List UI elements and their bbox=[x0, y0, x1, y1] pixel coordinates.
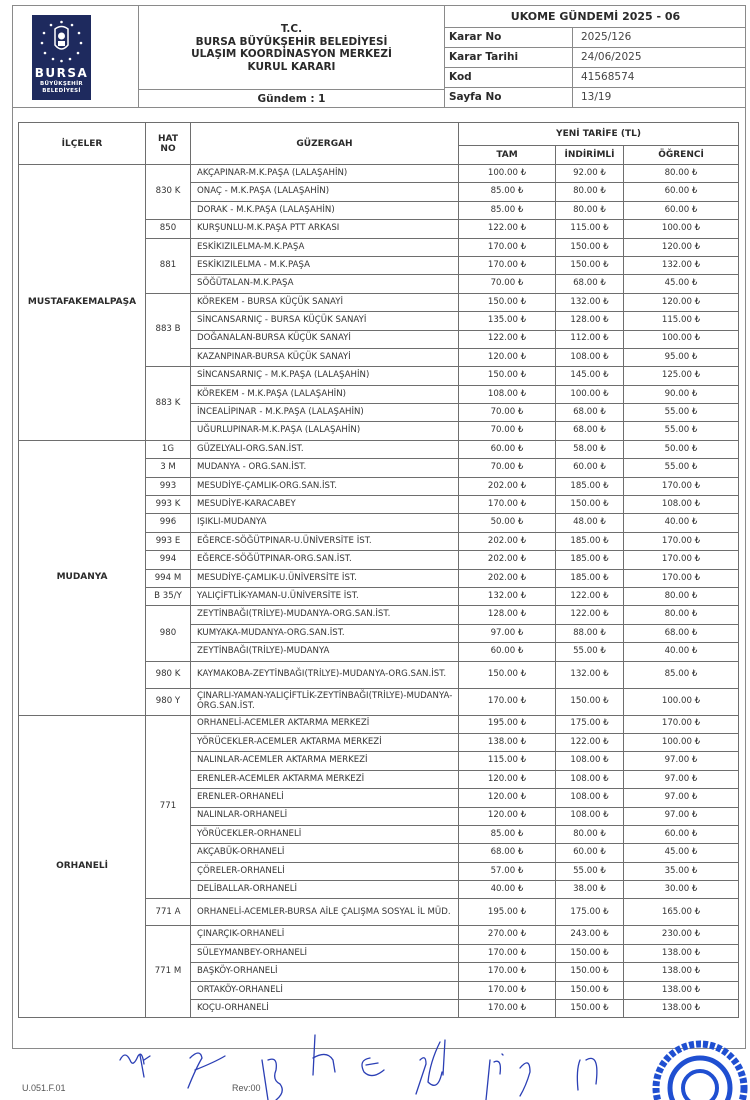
tariff-table bbox=[18, 122, 739, 1018]
fare-ogrenci-cell: 97.00 ₺ bbox=[624, 807, 739, 825]
fare-ogrenci-cell: 170.00 ₺ bbox=[624, 551, 739, 569]
line-number-cell: 850 bbox=[146, 220, 191, 238]
fare-ogrenci-cell: 132.00 ₺ bbox=[624, 256, 739, 274]
fare-indirimli-cell: 38.00 ₺ bbox=[556, 881, 624, 899]
route-cell: GÜZELYALI-ORG.SAN.İST. bbox=[191, 440, 459, 458]
fare-tam-cell: 170.00 ₺ bbox=[459, 963, 556, 981]
route-cell: ORHANELİ-ACEMLER AKTARMA MERKEZİ bbox=[191, 715, 459, 733]
route-cell: MUDANYA - ORG.SAN.İST. bbox=[191, 459, 459, 477]
header-ogrenci: ÖĞRENCİ bbox=[624, 146, 739, 165]
fare-ogrenci-cell: 100.00 ₺ bbox=[624, 733, 739, 751]
fare-ogrenci-cell: 60.00 ₺ bbox=[624, 183, 739, 201]
line-number-cell: 883 B bbox=[146, 293, 191, 367]
fare-indirimli-cell: 48.00 ₺ bbox=[556, 514, 624, 532]
fare-indirimli-cell: 55.00 ₺ bbox=[556, 862, 624, 880]
route-cell: BAŞKÖY-ORHANELİ bbox=[191, 963, 459, 981]
info-row-sayfa-no bbox=[445, 88, 746, 107]
route-cell: ERENLER-ACEMLER AKTARMA MERKEZİ bbox=[191, 770, 459, 788]
fare-ogrenci-cell: 138.00 ₺ bbox=[624, 963, 739, 981]
fare-tam-cell: 120.00 ₺ bbox=[459, 348, 556, 366]
fare-ogrenci-cell: 138.00 ₺ bbox=[624, 981, 739, 999]
header-indirimli: İNDİRİMLİ bbox=[556, 146, 624, 165]
fare-indirimli-cell: 122.00 ₺ bbox=[556, 587, 624, 605]
route-cell: MESUDİYE-KARACABEY bbox=[191, 496, 459, 514]
line-number-cell: 830 K bbox=[146, 165, 191, 220]
fare-indirimli-cell: 80.00 ₺ bbox=[556, 183, 624, 201]
fare-ogrenci-cell: 40.00 ₺ bbox=[624, 514, 739, 532]
fare-tam-cell: 135.00 ₺ bbox=[459, 312, 556, 330]
info-title: UKOME GÜNDEMİ 2025 - 06 bbox=[445, 6, 746, 28]
fare-tam-cell: 100.00 ₺ bbox=[459, 165, 556, 183]
fare-indirimli-cell: 150.00 ₺ bbox=[556, 963, 624, 981]
tariff-table-body bbox=[19, 165, 739, 1018]
fare-ogrenci-cell: 97.00 ₺ bbox=[624, 789, 739, 807]
fare-indirimli-cell: 175.00 ₺ bbox=[556, 715, 624, 733]
form-code: U.051.F.01 bbox=[22, 1083, 66, 1093]
title-cell bbox=[139, 6, 445, 107]
route-cell: SİNCANSARNIÇ - BURSA KÜÇÜK SANAYİ bbox=[191, 312, 459, 330]
agenda-label: Gündem : 1 bbox=[139, 89, 444, 108]
fare-ogrenci-cell: 55.00 ₺ bbox=[624, 422, 739, 440]
header-yeni-tarife: YENİ TARİFE (TL) bbox=[459, 123, 739, 146]
route-cell: DORAK - M.K.PAŞA (LALAŞAHİN) bbox=[191, 201, 459, 219]
route-cell: ORHANELİ-ACEMLER-BURSA AİLE ÇALIŞMA SOSYAL İL MÜD. bbox=[191, 899, 459, 926]
fare-tam-cell: 150.00 ₺ bbox=[459, 661, 556, 688]
table-row bbox=[19, 165, 739, 183]
fare-ogrenci-cell: 120.00 ₺ bbox=[624, 238, 739, 256]
document-title bbox=[139, 23, 444, 73]
fare-ogrenci-cell: 90.00 ₺ bbox=[624, 385, 739, 403]
info-label: Karar Tarihi bbox=[445, 48, 573, 67]
route-cell: NALINLAR-ORHANELİ bbox=[191, 807, 459, 825]
fare-tam-cell: 85.00 ₺ bbox=[459, 825, 556, 843]
fare-ogrenci-cell: 97.00 ₺ bbox=[624, 770, 739, 788]
fare-tam-cell: 60.00 ₺ bbox=[459, 440, 556, 458]
route-cell: ÇINARLI-YAMAN-YALIÇİFTLİK-ZEYTİNBAĞI(TRİLYE)-MUDANYA-ORG.SAN.İST. bbox=[191, 688, 459, 715]
fare-ogrenci-cell: 55.00 ₺ bbox=[624, 404, 739, 422]
fare-indirimli-cell: 132.00 ₺ bbox=[556, 293, 624, 311]
fare-ogrenci-cell: 55.00 ₺ bbox=[624, 459, 739, 477]
fare-ogrenci-cell: 40.00 ₺ bbox=[624, 643, 739, 661]
fare-tam-cell: 108.00 ₺ bbox=[459, 385, 556, 403]
fare-indirimli-cell: 108.00 ₺ bbox=[556, 807, 624, 825]
fare-tam-cell: 120.00 ₺ bbox=[459, 789, 556, 807]
fare-tam-cell: 85.00 ₺ bbox=[459, 183, 556, 201]
route-cell: MESUDİYE-ÇAMLIK-U.ÜNİVERSİTE İST. bbox=[191, 569, 459, 587]
fare-indirimli-cell: 150.00 ₺ bbox=[556, 238, 624, 256]
line-number-cell: 994 M bbox=[146, 569, 191, 587]
fare-tam-cell: 120.00 ₺ bbox=[459, 770, 556, 788]
fare-tam-cell: 202.00 ₺ bbox=[459, 477, 556, 495]
fare-ogrenci-cell: 35.00 ₺ bbox=[624, 862, 739, 880]
info-value: 24/06/2025 bbox=[581, 51, 642, 63]
title-line-tc: T.C. bbox=[280, 23, 303, 35]
fare-ogrenci-cell: 97.00 ₺ bbox=[624, 752, 739, 770]
fare-ogrenci-cell: 60.00 ₺ bbox=[624, 825, 739, 843]
logo-cell bbox=[13, 6, 139, 107]
line-number-cell: 993 E bbox=[146, 532, 191, 550]
fare-indirimli-cell: 55.00 ₺ bbox=[556, 643, 624, 661]
route-cell: ESKİKIZILELMA - M.K.PAŞA bbox=[191, 256, 459, 274]
route-cell: ÇÖRELER-ORHANELİ bbox=[191, 862, 459, 880]
fare-ogrenci-cell: 45.00 ₺ bbox=[624, 275, 739, 293]
fare-tam-cell: 170.00 ₺ bbox=[459, 256, 556, 274]
line-number-cell: 771 bbox=[146, 715, 191, 899]
fare-indirimli-cell: 108.00 ₺ bbox=[556, 770, 624, 788]
fare-indirimli-cell: 150.00 ₺ bbox=[556, 981, 624, 999]
fare-indirimli-cell: 150.00 ₺ bbox=[556, 496, 624, 514]
fare-ogrenci-cell: 95.00 ₺ bbox=[624, 348, 739, 366]
fare-tam-cell: 128.00 ₺ bbox=[459, 606, 556, 624]
fare-tam-cell: 115.00 ₺ bbox=[459, 752, 556, 770]
route-cell: KOÇU-ORHANELİ bbox=[191, 1000, 459, 1018]
route-cell: İNCEALİPINAR - M.K.PAŞA (LALAŞAHİN) bbox=[191, 404, 459, 422]
route-cell: ONAÇ - M.K.PAŞA (LALAŞAHİN) bbox=[191, 183, 459, 201]
fare-indirimli-cell: 112.00 ₺ bbox=[556, 330, 624, 348]
fare-tam-cell: 150.00 ₺ bbox=[459, 293, 556, 311]
emblem-icon bbox=[37, 19, 86, 63]
fare-indirimli-cell: 150.00 ₺ bbox=[556, 256, 624, 274]
title-line-municipality: BURSA BÜYÜKŞEHİR BELEDİYESİ bbox=[195, 35, 388, 48]
fare-tam-cell: 40.00 ₺ bbox=[459, 881, 556, 899]
fare-ogrenci-cell: 170.00 ₺ bbox=[624, 477, 739, 495]
fare-indirimli-cell: 132.00 ₺ bbox=[556, 661, 624, 688]
info-label: Sayfa No bbox=[445, 88, 573, 107]
route-cell: DOĞANALAN-BURSA KÜÇÜK SANAYİ bbox=[191, 330, 459, 348]
fare-indirimli-cell: 60.00 ₺ bbox=[556, 844, 624, 862]
line-number-cell: 993 K bbox=[146, 496, 191, 514]
route-cell: YALIÇİFTLİK-YAMAN-U.ÜNİVERSİTE İST. bbox=[191, 587, 459, 605]
line-number-cell: 980 K bbox=[146, 661, 191, 688]
fare-ogrenci-cell: 80.00 ₺ bbox=[624, 165, 739, 183]
fare-tam-cell: 97.00 ₺ bbox=[459, 624, 556, 642]
fare-tam-cell: 202.00 ₺ bbox=[459, 569, 556, 587]
title-line-decision: KURUL KARARI bbox=[247, 60, 336, 73]
fare-indirimli-cell: 185.00 ₺ bbox=[556, 551, 624, 569]
route-cell: KÖREKEM - M.K.PAŞA (LALAŞAHİN) bbox=[191, 385, 459, 403]
fare-indirimli-cell: 185.00 ₺ bbox=[556, 532, 624, 550]
line-number-cell: 883 K bbox=[146, 367, 191, 441]
fare-tam-cell: 68.00 ₺ bbox=[459, 844, 556, 862]
logo-text-sub bbox=[32, 81, 91, 95]
fare-tam-cell: 150.00 ₺ bbox=[459, 367, 556, 385]
line-number-cell: 996 bbox=[146, 514, 191, 532]
fare-tam-cell: 170.00 ₺ bbox=[459, 981, 556, 999]
route-cell: EĞERCE-SÖĞÜTPINAR-U.ÜNİVERSİTE İST. bbox=[191, 532, 459, 550]
logo-text-line3: BELEDİYESİ bbox=[42, 88, 81, 94]
fare-ogrenci-cell: 45.00 ₺ bbox=[624, 844, 739, 862]
route-cell: ESKİKIZILELMA-M.K.PAŞA bbox=[191, 238, 459, 256]
fare-tam-cell: 132.00 ₺ bbox=[459, 587, 556, 605]
fare-indirimli-cell: 150.00 ₺ bbox=[556, 688, 624, 715]
route-cell: ZEYTİNBAĞI(TRİLYE)-MUDANYA bbox=[191, 643, 459, 661]
route-cell: ÇINARÇIK-ORHANELİ bbox=[191, 926, 459, 944]
line-number-cell: 881 bbox=[146, 238, 191, 293]
route-cell: SÖĞÜTALAN-M.K.PAŞA bbox=[191, 275, 459, 293]
fare-indirimli-cell: 92.00 ₺ bbox=[556, 165, 624, 183]
route-cell: MESUDİYE-ÇAMLIK-ORG.SAN.İST. bbox=[191, 477, 459, 495]
route-cell: ZEYTİNBAĞI(TRİLYE)-MUDANYA-ORG.SAN.İST. bbox=[191, 606, 459, 624]
line-number-cell: 993 bbox=[146, 477, 191, 495]
fare-indirimli-cell: 68.00 ₺ bbox=[556, 422, 624, 440]
district-cell: MUSTAFAKEMALPAŞA bbox=[19, 165, 146, 441]
route-cell: KAZANPINAR-BURSA KÜÇÜK SANAYİ bbox=[191, 348, 459, 366]
route-cell: SİNCANSARNIÇ - M.K.PAŞA (LALAŞAHİN) bbox=[191, 367, 459, 385]
fare-indirimli-cell: 122.00 ₺ bbox=[556, 733, 624, 751]
fare-tam-cell: 170.00 ₺ bbox=[459, 496, 556, 514]
fare-indirimli-cell: 185.00 ₺ bbox=[556, 477, 624, 495]
fare-tam-cell: 138.00 ₺ bbox=[459, 733, 556, 751]
info-row-kod bbox=[445, 68, 746, 88]
info-row-karar-tarihi bbox=[445, 48, 746, 68]
fare-ogrenci-cell: 165.00 ₺ bbox=[624, 899, 739, 926]
info-label: Kod bbox=[445, 68, 573, 87]
fare-ogrenci-cell: 60.00 ₺ bbox=[624, 201, 739, 219]
fare-indirimli-cell: 243.00 ₺ bbox=[556, 926, 624, 944]
bursa-logo bbox=[32, 15, 91, 100]
header-hat-no bbox=[146, 123, 191, 165]
fare-indirimli-cell: 80.00 ₺ bbox=[556, 201, 624, 219]
fare-tam-cell: 122.00 ₺ bbox=[459, 330, 556, 348]
fare-tam-cell: 202.00 ₺ bbox=[459, 532, 556, 550]
document-header bbox=[12, 5, 746, 108]
route-cell: YÖRÜCEKLER-ORHANELİ bbox=[191, 825, 459, 843]
fare-tam-cell: 70.00 ₺ bbox=[459, 275, 556, 293]
route-cell: NALINLAR-ACEMLER AKTARMA MERKEZİ bbox=[191, 752, 459, 770]
line-number-cell: 3 M bbox=[146, 459, 191, 477]
fare-tam-cell: 270.00 ₺ bbox=[459, 926, 556, 944]
line-number-cell: B 35/Y bbox=[146, 587, 191, 605]
fare-tam-cell: 195.00 ₺ bbox=[459, 899, 556, 926]
fare-ogrenci-cell: 170.00 ₺ bbox=[624, 532, 739, 550]
fare-tam-cell: 120.00 ₺ bbox=[459, 807, 556, 825]
header-tam: TAM bbox=[459, 146, 556, 165]
fare-ogrenci-cell: 108.00 ₺ bbox=[624, 496, 739, 514]
fare-indirimli-cell: 80.00 ₺ bbox=[556, 825, 624, 843]
header-hat-no-text: HAT NO bbox=[158, 133, 178, 154]
info-row-karar-no bbox=[445, 28, 746, 48]
fare-ogrenci-cell: 120.00 ₺ bbox=[624, 293, 739, 311]
route-cell: IŞIKLI-MUDANYA bbox=[191, 514, 459, 532]
fare-indirimli-cell: 68.00 ₺ bbox=[556, 275, 624, 293]
line-number-cell: 771 M bbox=[146, 926, 191, 1018]
fare-ogrenci-cell: 170.00 ₺ bbox=[624, 569, 739, 587]
fare-indirimli-cell: 108.00 ₺ bbox=[556, 752, 624, 770]
fare-ogrenci-cell: 50.00 ₺ bbox=[624, 440, 739, 458]
fare-tam-cell: 195.00 ₺ bbox=[459, 715, 556, 733]
fare-indirimli-cell: 115.00 ₺ bbox=[556, 220, 624, 238]
route-cell: KÖREKEM - BURSA KÜÇÜK SANAYİ bbox=[191, 293, 459, 311]
fare-tam-cell: 85.00 ₺ bbox=[459, 201, 556, 219]
route-cell: KURŞUNLU-M.K.PAŞA PTT ARKASI bbox=[191, 220, 459, 238]
fare-ogrenci-cell: 125.00 ₺ bbox=[624, 367, 739, 385]
fare-indirimli-cell: 175.00 ₺ bbox=[556, 899, 624, 926]
fare-tam-cell: 122.00 ₺ bbox=[459, 220, 556, 238]
route-cell: KUMYAKA-MUDANYA-ORG.SAN.İST. bbox=[191, 624, 459, 642]
fare-ogrenci-cell: 68.00 ₺ bbox=[624, 624, 739, 642]
fare-indirimli-cell: 122.00 ₺ bbox=[556, 606, 624, 624]
fare-tam-cell: 170.00 ₺ bbox=[459, 944, 556, 962]
fare-tam-cell: 170.00 ₺ bbox=[459, 688, 556, 715]
fare-ogrenci-cell: 230.00 ₺ bbox=[624, 926, 739, 944]
route-cell: AKÇABÜK-ORHANELİ bbox=[191, 844, 459, 862]
info-value: 2025/126 bbox=[581, 31, 632, 43]
header-ilceler: İLÇELER bbox=[19, 123, 146, 165]
header-guzergah: GÜZERGAH bbox=[191, 123, 459, 165]
fare-indirimli-cell: 185.00 ₺ bbox=[556, 569, 624, 587]
fare-indirimli-cell: 145.00 ₺ bbox=[556, 367, 624, 385]
logo-text-line2: BÜYÜKŞEHİR bbox=[40, 81, 83, 87]
signatures bbox=[100, 1030, 750, 1100]
logo-text-bursa: BURSA bbox=[34, 66, 89, 80]
line-number-cell: 771 A bbox=[146, 899, 191, 926]
fare-indirimli-cell: 150.00 ₺ bbox=[556, 944, 624, 962]
line-number-cell: 980 bbox=[146, 606, 191, 661]
fare-ogrenci-cell: 115.00 ₺ bbox=[624, 312, 739, 330]
fare-ogrenci-cell: 138.00 ₺ bbox=[624, 1000, 739, 1018]
fare-ogrenci-cell: 30.00 ₺ bbox=[624, 881, 739, 899]
table-row bbox=[19, 715, 739, 733]
fare-tam-cell: 170.00 ₺ bbox=[459, 1000, 556, 1018]
fare-tam-cell: 202.00 ₺ bbox=[459, 551, 556, 569]
route-cell: UĞURLUPINAR-M.K.PAŞA (LALAŞAHİN) bbox=[191, 422, 459, 440]
fare-ogrenci-cell: 80.00 ₺ bbox=[624, 587, 739, 605]
fare-ogrenci-cell: 80.00 ₺ bbox=[624, 606, 739, 624]
info-box bbox=[445, 6, 746, 107]
fare-indirimli-cell: 60.00 ₺ bbox=[556, 459, 624, 477]
route-cell: DELİBALLAR-ORHANELİ bbox=[191, 881, 459, 899]
fare-ogrenci-cell: 100.00 ₺ bbox=[624, 688, 739, 715]
fare-indirimli-cell: 108.00 ₺ bbox=[556, 789, 624, 807]
fare-tam-cell: 70.00 ₺ bbox=[459, 422, 556, 440]
route-cell: EĞERCE-SÖĞÜTPINAR-ORG.SAN.İST. bbox=[191, 551, 459, 569]
revision-label: Rev:00 bbox=[232, 1083, 261, 1093]
fare-ogrenci-cell: 138.00 ₺ bbox=[624, 944, 739, 962]
fare-tam-cell: 57.00 ₺ bbox=[459, 862, 556, 880]
fare-tam-cell: 50.00 ₺ bbox=[459, 514, 556, 532]
info-label: Karar No bbox=[445, 28, 573, 47]
fare-indirimli-cell: 68.00 ₺ bbox=[556, 404, 624, 422]
fare-tam-cell: 170.00 ₺ bbox=[459, 238, 556, 256]
fare-indirimli-cell: 108.00 ₺ bbox=[556, 348, 624, 366]
fare-ogrenci-cell: 100.00 ₺ bbox=[624, 330, 739, 348]
route-cell: SÜLEYMANBEY-ORHANELİ bbox=[191, 944, 459, 962]
title-line-center: ULAŞIM KOORDİNASYON MERKEZİ bbox=[191, 48, 392, 60]
route-cell: ORTAKÖY-ORHANELİ bbox=[191, 981, 459, 999]
fare-ogrenci-cell: 85.00 ₺ bbox=[624, 661, 739, 688]
line-number-cell: 1G bbox=[146, 440, 191, 458]
fare-tam-cell: 70.00 ₺ bbox=[459, 459, 556, 477]
line-number-cell: 980 Y bbox=[146, 688, 191, 715]
fare-indirimli-cell: 128.00 ₺ bbox=[556, 312, 624, 330]
table-row bbox=[19, 440, 739, 458]
district-cell: ORHANELİ bbox=[19, 715, 146, 1018]
route-cell: KAYMAKOBA-ZEYTİNBAĞI(TRİLYE)-MUDANYA-ORG.SAN.İST. bbox=[191, 661, 459, 688]
fare-ogrenci-cell: 100.00 ₺ bbox=[624, 220, 739, 238]
fare-indirimli-cell: 150.00 ₺ bbox=[556, 1000, 624, 1018]
fare-ogrenci-cell: 170.00 ₺ bbox=[624, 715, 739, 733]
line-number-cell: 994 bbox=[146, 551, 191, 569]
fare-indirimli-cell: 100.00 ₺ bbox=[556, 385, 624, 403]
district-cell: MUDANYA bbox=[19, 440, 146, 715]
route-cell: ERENLER-ORHANELİ bbox=[191, 789, 459, 807]
route-cell: YÖRÜCEKLER-ACEMLER AKTARMA MERKEZİ bbox=[191, 733, 459, 751]
fare-tam-cell: 60.00 ₺ bbox=[459, 643, 556, 661]
fare-indirimli-cell: 58.00 ₺ bbox=[556, 440, 624, 458]
fare-tam-cell: 70.00 ₺ bbox=[459, 404, 556, 422]
route-cell: AKÇAPINAR-M.K.PAŞA (LALAŞAHİN) bbox=[191, 165, 459, 183]
fare-indirimli-cell: 88.00 ₺ bbox=[556, 624, 624, 642]
official-stamp-icon bbox=[656, 1044, 744, 1100]
info-value: 13/19 bbox=[581, 91, 612, 103]
info-value: 41568574 bbox=[581, 71, 635, 83]
